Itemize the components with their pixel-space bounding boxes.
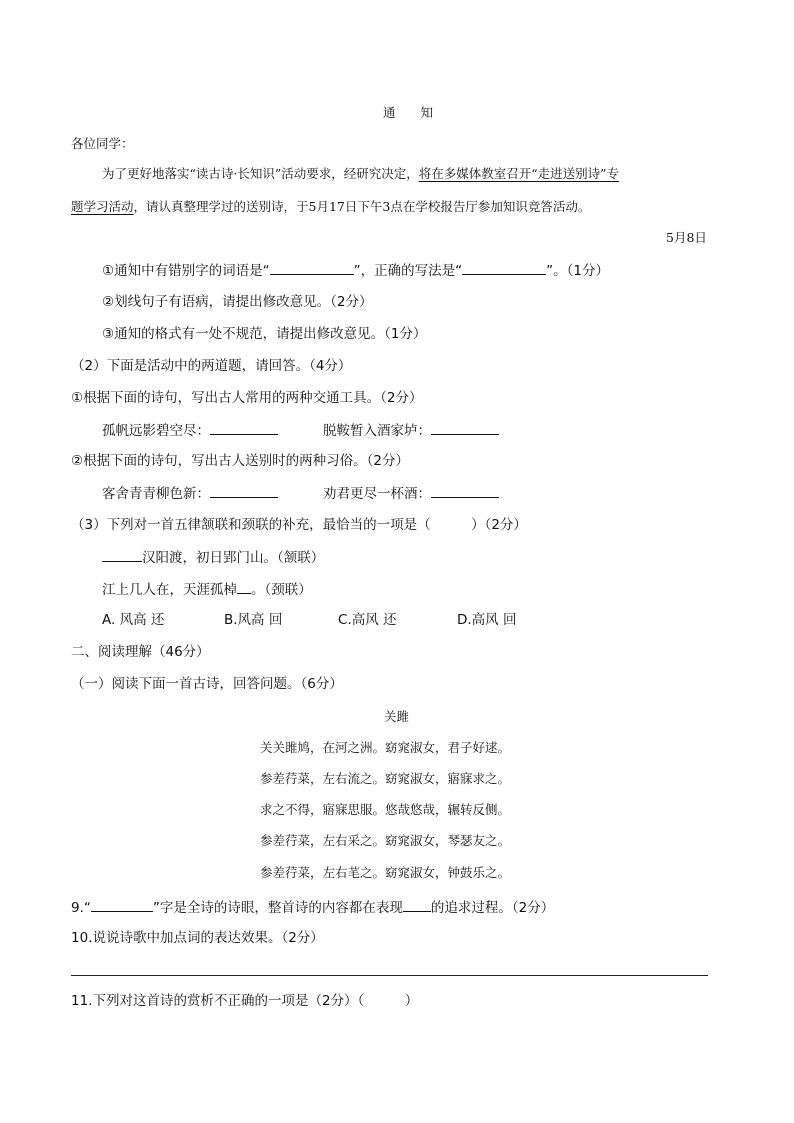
poem-line-4: 参差荇菜，左右采之。窈窕淑女，琴瑟友之。 — [260, 833, 511, 848]
question-9-text-a: 9.“ — [71, 900, 91, 916]
poem-title: 关雎 — [384, 709, 410, 724]
poem-line-5: 参差荇菜，左右芼之。窈窕淑女，钟鼓乐之。 — [260, 865, 511, 880]
notice-body-line-1 — [102, 165, 619, 183]
poem-line-2: 参差荇菜，左右流之。窈窕淑女，寤寐求之。 — [260, 771, 511, 786]
part3-option-d[interactable]: D.高风 回 — [457, 612, 517, 628]
answer-blank-poem-eye[interactable] — [91, 898, 153, 912]
notice-title: 通 知 — [383, 105, 434, 120]
answer-blank-transport-2[interactable] — [431, 421, 499, 435]
question-typo-text-a: ①通知中有错别字的词语是“ — [102, 263, 270, 279]
answer-blank-typo-wrong[interactable] — [270, 261, 354, 275]
poem-line-1: 关关雎鸠，在河之洲。窈窕淑女，君子好逑。 — [260, 740, 511, 755]
notice-body-line-2 — [71, 198, 590, 216]
part3-line-1 — [102, 548, 324, 567]
question-grammar: ②划线句子有语病，请提出修改意见。（2分） — [102, 294, 373, 310]
answer-blank-custom-1[interactable] — [210, 484, 278, 498]
part3-option-b[interactable]: B.风高 回 — [224, 612, 283, 628]
answer-blank-pursuit[interactable] — [403, 898, 431, 912]
section2-header: 二、阅读理解（46分） — [71, 644, 210, 660]
answer-blank-custom-2[interactable] — [431, 484, 499, 498]
part3-line-2-text-a: 江上几人在，天涯孤棹 — [102, 582, 237, 598]
poem-line-3: 求之不得，寤寐思服。悠哉悠哉，辗转反侧。 — [260, 802, 511, 817]
part2-header: （2）下面是活动中的两道题，请回答。（4分） — [71, 358, 352, 374]
question-typo-text-b: ”，正确的写法是“ — [353, 263, 463, 279]
section2-sub-header: （一）阅读下面一首古诗，回答问题。（6分） — [71, 676, 343, 692]
notice-underlined-sentence-1: 将在多媒体教室召开“走进送别诗”专 — [418, 166, 620, 181]
answer-blank-transport-1[interactable] — [210, 421, 278, 435]
part2-sub2-line-a-text: 客舍青青柳色新： — [102, 486, 210, 502]
part2-sub1-line-b-text: 脱鞍暂入酒家垆： — [323, 423, 431, 439]
part3-line-2-text-b: 。（颈联） — [251, 582, 312, 598]
answer-blank-typo-correct[interactable] — [462, 261, 546, 275]
notice-body-suffix: ，请认真整理学过的送别诗，于5月17日下午3点在学校报告厅参加知识竞答活动。 — [133, 199, 591, 214]
part2-sub1-line-a — [102, 421, 278, 440]
answer-line-q10[interactable] — [71, 975, 708, 976]
part3-line-2 — [102, 580, 312, 599]
question-9-text-b: ”字是全诗的诗眼，整首诗的内容都在表现 — [152, 900, 403, 916]
notice-date: 5月8日 — [666, 230, 707, 245]
part3-header: （3）下列对一首五律颔联和颈联的补充，最恰当的一项是（ ）（2分） — [71, 517, 527, 533]
question-11: 11.下列对这首诗的赏析不正确的一项是（2分）（ ） — [71, 993, 419, 1009]
notice-greeting: 各位同学： — [71, 136, 134, 151]
part2-sub2-line-a — [102, 484, 278, 503]
notice-body-prefix: 为了更好地落实“读古诗·长知识”活动要求，经研究决定， — [102, 166, 419, 181]
answer-blank-han[interactable] — [102, 548, 142, 562]
answer-blank-zhao[interactable] — [237, 580, 251, 594]
question-format: ③通知的格式有一处不规范，请提出修改意见。（1分） — [102, 326, 427, 342]
question-typo-text-c: ”。（1分） — [546, 263, 609, 279]
part3-line-1-text: 汉阳渡，初日郢门山。（颔联） — [142, 550, 325, 566]
part2-sub1-line-b — [323, 421, 499, 440]
question-9 — [71, 898, 554, 917]
notice-underlined-sentence-2: 题学习活动 — [71, 199, 134, 214]
question-9-text-c: 的追求过程。（2分） — [430, 900, 555, 916]
part2-sub1-line-a-text: 孤帆远影碧空尽： — [102, 423, 210, 439]
part2-sub1: ①根据下面的诗句，写出古人常用的两种交通工具。（2分） — [71, 390, 423, 406]
part2-sub2-line-b-text: 劝君更尽一杯酒： — [323, 486, 431, 502]
part2-sub2-line-b — [323, 484, 499, 503]
question-10: 10.说说诗歌中加点词的表达效果。（2分） — [71, 930, 324, 946]
question-typo — [102, 261, 609, 280]
part3-option-a[interactable]: A. 风高 还 — [102, 612, 165, 628]
part2-sub2: ②根据下面的诗句，写出古人送别时的两种习俗。（2分） — [71, 453, 409, 469]
part3-option-c[interactable]: C.高风 还 — [338, 612, 397, 628]
